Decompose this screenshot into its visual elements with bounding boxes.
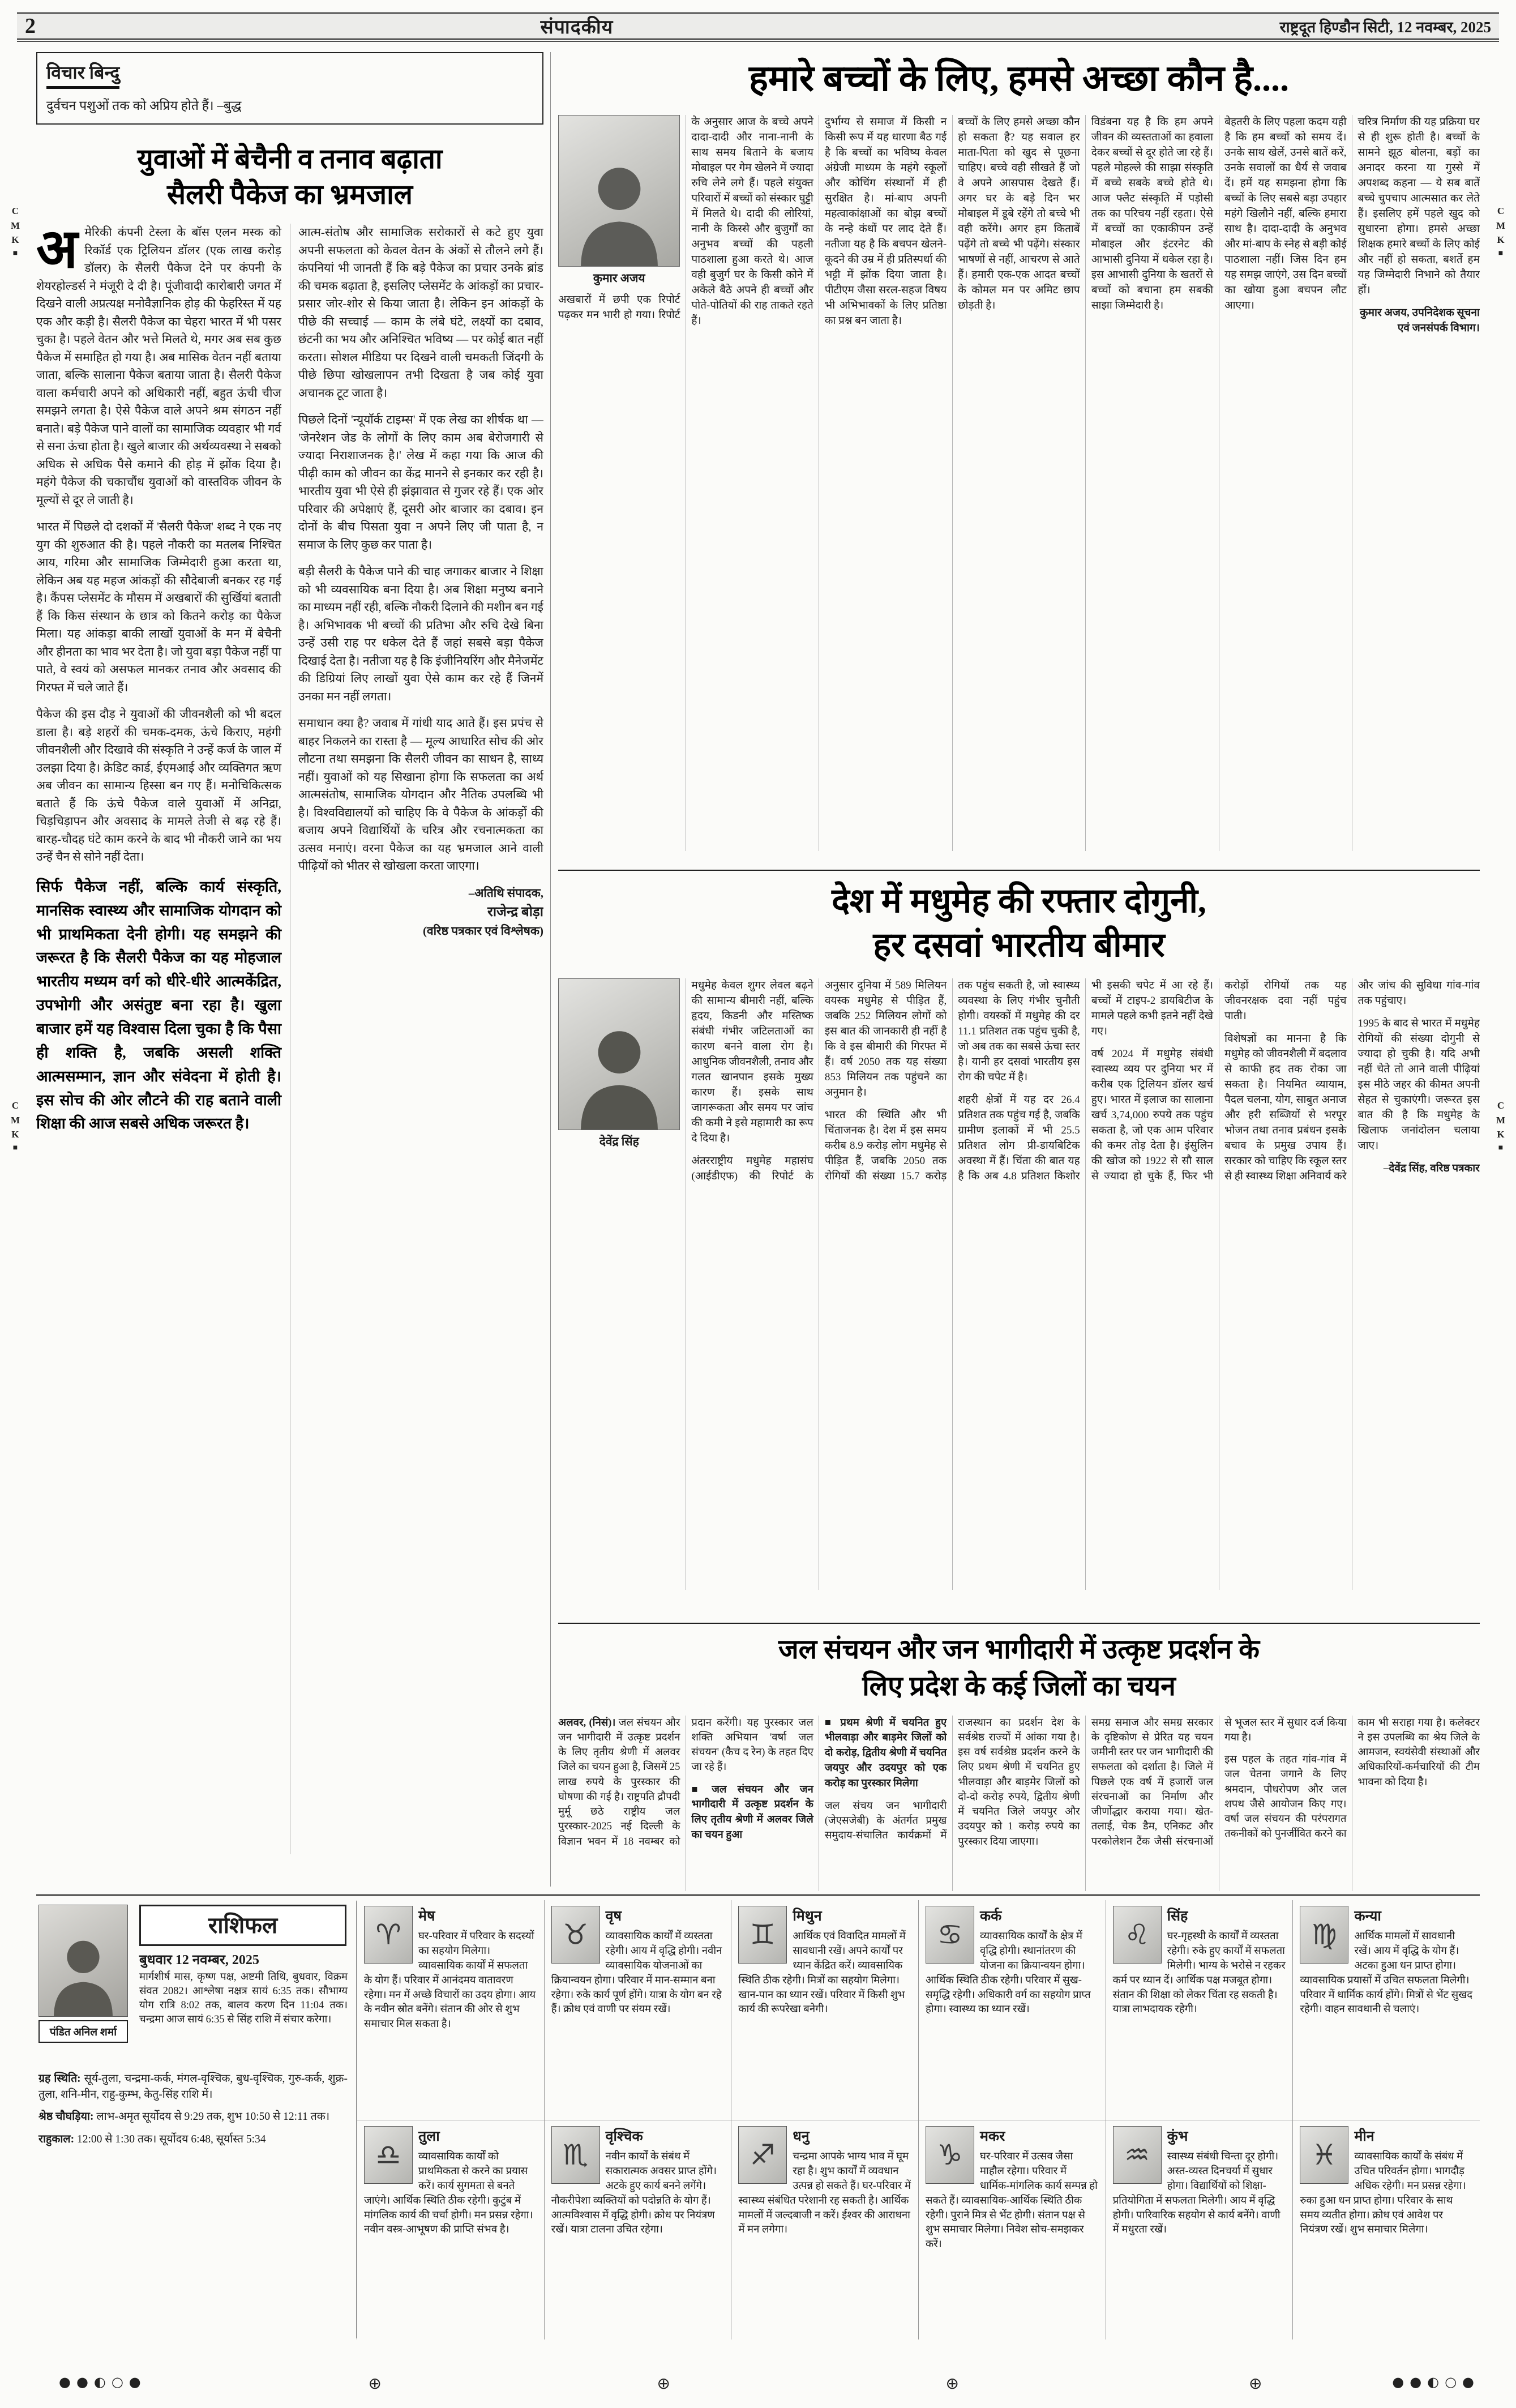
article-paragraph: आत्म-संतोष और सामाजिक सरोकारों से कटे हुए युवा अपनी सफलता को केवल वेतन के अंकों से तौलने लगे हैं। कंपनियां भी जानती हैं कि बड़े पैकेज का प्रचार उनके ब्रांड की चमक बढ़ाता है, इसलिए प्लेसमेंट के आंकड़ों का प्रचार-प्रसार जोर-शोर से किया जाता है। लेकिन इन आंकड़ों के पीछे की सच्चाई — काम के लंबे घंटे, लक्ष्यों का दबाव, छंटनी का भय और अनिश्चित भविष्य — पर कोई बात नहीं करता। सोशल मीडिया पर दिखने वाली चमकती जिंदगी के पीछे छिपा खोखलापन तभी दिखता है जब कोई युवा अचानक टूट जाता है।	[298, 225, 543, 400]
author-caption: देवेंद्र सिंह	[599, 1135, 639, 1148]
sign-name: मीन	[1354, 2129, 1374, 2144]
rashifal-title: राशिफल	[139, 1905, 346, 1946]
rashifal-sign-sinh	[1106, 1900, 1293, 2120]
panchang-text: मार्गशीर्ष मास, कृष्ण पक्ष, अष्टमी तिथि, बुधवार, विक्रम संवत 2082। आश्लेषा नक्षत्र सायं 6:35 तक। सौभाग्य योग रात्रि 8:02 तक, बालव करण दिन 11:04 तक। चन्द्रमा आज सायं 6:35 से सिंह राशि में संचार करेगा।	[139, 1971, 348, 2026]
meen-sign-image	[1300, 2126, 1348, 2184]
dateline: अलवर, (निसं)।	[558, 1717, 616, 1729]
registration-cross-icon: ⊕	[657, 2374, 670, 2393]
sign-prediction: घर-परिवार में उत्सव जैसा माहौल रहेगा। परिवार में धार्मिक-मांगलिक कार्य सम्पन्न हो सकते हैं। व्यावसायिक-आर्थिक स्थिति ठीक रहेगी। पुराने मित्र से भेंट होगी। संतान पक्ष से शुभ समाचार मिलेगा। निवेश सोच-समझकर करें।	[925, 2151, 1098, 2251]
print-mark-m: M	[1496, 220, 1506, 231]
rashifal-sign-vrishchik	[544, 2120, 731, 2339]
makar-sign-image	[926, 2126, 974, 2184]
article-paragraph: विडंबना यह है कि हम अपने जीवन की व्यस्तताओं का हवाला देकर बच्चों से दूर होते जा रहे हैं। पहले मोहल्ले की साझा संस्कृति में बच्चे सबके बच्चे होते थे। आज फ्लैट संस्कृति में पड़ोसी तक का परिचय नहीं रहता। ऐसे में बच्चों का एकाकीपन उन्हें मोबाइल और इंटरनेट की आभासी दुनिया में धकेल रहा है। इस आभासी दुनिया के खतरों से बच्चों को बचाना हम सबकी साझा जिम्मेदारी है।	[1091, 116, 1214, 311]
page-number: 2	[25, 14, 36, 38]
vrish-sign-image	[551, 1906, 600, 1964]
cancer-icon: ♋	[937, 1918, 963, 1951]
print-mark-square-icon: ■	[12, 249, 18, 258]
chaughadiya: श्रेष्ठ चौघड़िया: लाभ-अमृत सूर्योदय से 9:29 तक, शुभ 10:50 से 12:11 तक।	[38, 2111, 330, 2123]
print-mark-square-icon: ■	[12, 1143, 18, 1152]
highlight-bullet: ■ प्रथम श्रेणी में चयनित हुए भीलवाड़ा और बाड़मेर जिलों को दो करोड़, द्वितीय श्रेणी में चयनित जयपुर और उदयपुर को एक करोड़ का पुरस्कार मिलेगा	[824, 1717, 947, 1789]
water-article-headline	[558, 1632, 1480, 1705]
article-paragraph: मधुमेह केवल शुगर लेवल बढ़ने की सामान्य बीमारी नहीं, बल्कि हृदय, किडनी और मस्तिष्क संबंधी गंभीर जटिलताओं का कारण बनने वाला रोग है। आधुनिक जीवनशैली, तनाव और गलत खानपान इसके मुख्य कारण हैं। इसके साथ जागरूकता और समय पर जांच की कमी ने इसे महामारी का रूप दे दिया है।	[691, 980, 813, 1144]
pandit-photo	[38, 1905, 128, 2017]
bullet-square-icon: ■	[691, 1783, 706, 1795]
cmyk-print-mark	[1493, 1098, 1508, 1154]
tula-sign-image	[364, 2126, 413, 2184]
column-divider	[550, 52, 551, 1887]
drop-cap: अ	[36, 224, 78, 280]
rashifal-sign-kanya	[1292, 1900, 1480, 2120]
sign-prediction: चन्द्रमा आपके भाग्य भाव में घूम रहा है। शुभ कार्यों में व्यवधान उत्पन्न हो सकते हैं। घर-परिवार में स्वास्थ्य संबंधित परेशानी रह सकती है। आर्थिक मामलों में जल्दबाजी न करें। ईश्वर की आराधना में मन लगेगा।	[738, 2151, 911, 2236]
print-mark-m: M	[10, 1114, 20, 1126]
water-award-article	[558, 1632, 1480, 1879]
sign-name: मेष	[418, 1909, 435, 1924]
article-paragraph: दुर्भाग्य से समाज में किसी न किसी रूप में यह धारणा बैठ गई है कि बच्चों का भविष्य केवल अंग्रेजी माध्यम के महंगे स्कूलों और कोचिंग संस्थानों में ही सुरक्षित है। मां-बाप अपनी महत्वाकांक्षाओं का बोझ बच्चों के नन्हे कंधों पर लाद देते हैं। नतीजा यह है कि बचपन खेलने-कूदने की उम्र में ही प्रतिस्पर्धा की भट्टी में झोंक दिया जाता है। पीटीएम जैसा सरल-सहज विषय भी अभिभावकों के लिए प्रतिष्ठा का प्रश्न बन जाता है।	[824, 116, 947, 327]
print-mark-k: K	[1497, 1129, 1505, 1140]
sign-name: तुला	[418, 2129, 440, 2144]
rashifal-sign-kumbh	[1106, 2120, 1293, 2339]
sign-name: मिथुन	[793, 1909, 822, 1924]
headline-line-2: सैलरी पैकेज का भ्रमजाल	[167, 178, 413, 210]
taurus-icon: ♉	[563, 1918, 589, 1951]
sign-prediction: व्यावसायिक कार्यों के संबंध में उचित परिवर्तन होगा। भागदौड़ अधिक रहेगी। मन प्रसन्न रहेगा। रुका हुआ धन प्राप्त होगा। परिवार के साथ समय व्यतीत होगा। क्रोध एवं आवेश पर नियंत्रण रखें। शुभ समाचार मिलेगा।	[1300, 2151, 1466, 2236]
article-paragraph: शहरी क्षेत्रों में यह दर 26.4 प्रतिशत तक पहुंच गई है, जबकि ग्रामीण इलाकों में भी 25.5 प्रतिशत लोग प्री-डायबिटिक अवस्था में हैं। चिंता की बात यह है कि अब 4.8 प्रतिशत किशोर भी इसकी चपेट में आ रहे हैं। बच्चों में टाइप-2 डायबिटीज के मामले पहले कभी इतने नहीं देखे गए।	[958, 980, 1214, 1182]
rashifal-sign-mesh	[357, 1900, 544, 2120]
children-article	[558, 52, 1480, 863]
diabetes-article	[558, 879, 1480, 1610]
author-photo-figure	[558, 115, 680, 287]
diabetes-article-body	[558, 978, 1480, 1590]
article-paragraph: विशेषज्ञों का मानना है कि मधुमेह को जीवनशैली में बदलाव से काफी हद तक रोका जा सकता है। नियमित व्यायाम, पैदल चलना, योग, साबुत अनाज और हरी सब्जियों से भरपूर भोजन तथा तनाव प्रबंधन इसके बचाव के प्रमुख उपाय हैं। सरकार को चाहिए कि स्कूल स्तर से ही स्वास्थ्य शिक्षा अनिवार्य करे और जांच की सुविधा गांव-गांव तक पहुंचाए।	[1224, 980, 1480, 1182]
author-signature: –देवेंद्र सिंह, वरिष्ठ पत्रकार	[1383, 1162, 1480, 1174]
cmyk-print-mark	[1493, 204, 1508, 259]
headline-line-1: देश में मधुमेह की रफ्तार दोगुनी,	[832, 882, 1206, 919]
rashifal-sign-meen	[1292, 2120, 1480, 2339]
sign-name: मकर	[979, 2129, 1005, 2144]
rashifal-date: बुधवार 12 नवम्बर, 2025	[139, 1953, 259, 1968]
rashifal-sign-kark	[918, 1900, 1106, 2120]
kanya-sign-image	[1300, 1906, 1348, 1964]
author-photo-figure	[558, 978, 680, 1150]
headline-line-1: जल संचयन और जन भागीदारी में उत्कृष्ट प्रदर्शन के	[778, 1635, 1260, 1665]
print-mark-square-icon: ■	[1498, 1143, 1504, 1152]
sign-name: वृश्चिक	[605, 2129, 643, 2144]
sinh-sign-image	[1113, 1906, 1162, 1964]
water-article-body	[558, 1716, 1480, 1891]
cmyk-print-mark	[8, 1098, 23, 1154]
article-paragraph: इस पहल के तहत गांव-गांव में जल चेतना जगाने के लिए श्रमदान, पौधरोपण और जल शपथ जैसे आयोजन किए गए। वर्षा जल संचयन की परंपरागत तकनीकों को पुनर्जीवित करने का काम भी सराहा गया है। कलेक्टर ने इस उपलब्धि का श्रेय जिले के आमजन, स्वयंसेवी संस्थाओं और अधिकारियों-कर्मचारियों की टीम भावना को दिया है।	[1224, 1717, 1480, 1840]
sign-prediction: स्वास्थ्य संबंधी चिन्ता दूर होगी। अस्त-व्यस्त दिनचर्या में सुधार होगा। विद्यार्थियों को शिक्षा-प्रतियोगिता में सफलता मिलेगी। आय में वृद्धि होगी। पारिवारिक सहयोग से कार्य बनेंगे। वाणी में मधुरता रखें।	[1112, 2151, 1281, 2236]
pandit-caption: पंडित अनिल शर्मा	[38, 2020, 128, 2043]
dhanu-sign-image	[738, 2126, 787, 2184]
pisces-icon: ♓	[1311, 2138, 1337, 2171]
rashifal-sign-vrish	[544, 1900, 731, 2120]
registration-dots: ●●◐○●	[1392, 2374, 1480, 2390]
children-article-headline: हमारे बच्चों के लिए, हमसे अच्छा कौन है....	[748, 58, 1290, 99]
article-paragraph: अमेरिकी कंपनी टेस्ला के बॉस एलन मस्क को रिकॉर्ड एक ट्रिलियन डॉलर (एक लाख करोड़ डॉलर) के सैलरी पैकेज देने पर कंपनी के शेयरहोल्डर्स ने मंजूरी दे दी है। पूंजीवादी कारोबारी जगत में दिखने वाली अप्रत्यक्ष मनोवैज्ञानिक होड़ की फेहरिस्त में यह एक और कड़ी है। सैलरी पैकेज का चेहरा भारत में भी पसर चुका है। पहले वेतन और भत्ते मिलते थे, मगर अब सब कुछ पैकेज में समाहित हो गया है। अब मासिक वेतन नहीं बताया जाता, बल्कि सालाना पैकेज बताया जाता है। सैलरी पैकेज वाला कर्मचारी अपने को अधिकारी नहीं, बहुत ऊंची चीज समझने लगता है। ऐसे पैकेज वाले अपने श्रम संगठन नहीं बनाते। बड़े पैकेज पाने वालों का सामाजिक व्यवहार भी गर्व से सना ऊंचा होता है। खुले बाजार की अर्थव्यवस्था ने सबको अधिक से अधिक पैसे कमाने की होड़ में झोंक दिया है। महंगे पैकेज की चकाचौंध युवाओं को वास्तविक जीवन के मूल्यों से दूर ले जाती है।	[36, 224, 281, 507]
kark-sign-image	[926, 1906, 974, 1964]
sign-prediction: व्यावसायिक कार्यों को प्राथमिकता से करने का प्रयास करें। कार्य सुगमता से बनते जाएंगे। आर्थिक स्थिति ठीक रहेगी। कुटुंब में मांगलिक कार्य की चर्चा होगी। मन प्रसन्न रहेगा। नवीन वस्त्र-आभूषण की प्राप्ति संभव है।	[364, 2151, 533, 2236]
print-mark-k: K	[11, 234, 19, 245]
vichar-bindu-quote: दुर्वचन पशुओं तक को अप्रिय होते हैं। –बुद्ध	[46, 99, 242, 113]
sign-prediction: घर-परिवार में परिवार के सदस्यों का सहयोग मिलेगा। व्यावसायिक कार्यों में सफलता के योग हैं। परिवार में आनंदमय वातावरण रहेगा। मन में अच्छे विचारों का उदय होगा। आय के नवीन स्रोत बनेंगे। संतान की ओर से शुभ समाचार मिल सकता है।	[364, 1931, 536, 2030]
registration-cross-icon: ⊕	[945, 2374, 959, 2393]
editorial-column	[36, 52, 543, 1885]
diabetes-article-headline	[558, 879, 1480, 967]
rashifal-sign-tula	[357, 2120, 544, 2339]
print-mark-c: C	[1497, 206, 1505, 216]
section-divider	[558, 1623, 1480, 1624]
print-mark-k: K	[11, 1129, 19, 1140]
page-header	[17, 12, 1499, 40]
person-silhouette-icon	[571, 151, 667, 267]
article-paragraph: जल संचय जन भागीदारी (जेएसजेबी) के अंतर्गत प्रमुख समुदाय-संचालित कार्यक्रमों में राजस्थान का प्रदर्शन देश के सर्वश्रेष्ठ राज्यों में आंका गया है। इस वर्ष सर्वश्रेष्ठ प्रदर्शन करने के लिए प्रथम श्रेणी में चयनित हुए भीलवाड़ा और बाड़मेर जिलों को दो-दो करोड़ रुपये, द्वितीय श्रेणी में चयनित जिले जयपुर और उदयपुर को 1 करोड़ रुपये का पुरस्कार दिया जाएगा।	[824, 1717, 1080, 1847]
highlight-bullet: ■ जल संचयन और जन भागीदारी में उत्कृष्ट प्रदर्शन के लिए तृतीय श्रेणी में अलवर जिले का चयन हुआ	[691, 1783, 813, 1841]
sign-prediction: आर्थिक मामलों में सावधानी रखें। आय में वृद्धि के योग हैं। अटका हुआ धन प्राप्त होगा। व्यावसायिक प्रयासों में उचित सफलता मिलेगी। परिवार में धार्मिक कार्य होंगे। मित्रों से भेंट सुखद रहेगी। वाहन सावधानी से चलाएं।	[1300, 1931, 1473, 2016]
article-paragraph: पिछले दिनों 'न्यूयॉर्क टाइम्स' में एक लेख का शीर्षक था — 'जेनरेशन जेड के लोगों के लिए काम अब बेरोजगारी से ज्यादा निराशाजनक है।' लेख में कहा गया कि आज की पीढ़ी काम को जीवन का केंद्र मानने से इनकार कर रही है। भारतीय युवा भी ऐसे ही झंझावात से गुजर रहे हैं। एक ओर परिवार की अपेक्षाएं हैं, दूसरी ओर बाजार का दबाव। इन दोनों के बीच पिसता युवा न अपने लिए जी पाता है, न समाज के लिए कुछ कर पाता है।	[298, 413, 543, 551]
bullet-square-icon: ■	[824, 1717, 835, 1729]
author-photo	[558, 978, 680, 1130]
headline-line-1: युवाओं में बेचैनी व तनाव बढ़ाता	[137, 143, 443, 174]
vrishchik-sign-image	[551, 2126, 600, 2184]
article-paragraph: समग्र समाज और समग्र सरकार के दृष्टिकोण से प्रेरित यह चयन जमीनी स्तर पर जन भागीदारी की सफलता को दर्शाता है। जिले में पिछले एक वर्ष में हजारों जल संरचनाओं का निर्माण और जीर्णोद्धार कराया गया। खेत-तलाई, चेक डैम, एनिकट और परकोलेशन टैंक जैसी संरचनाओं से भूजल स्तर में सुधार दर्ज किया गया है।	[1091, 1717, 1347, 1847]
article-paragraph: भारत की स्थिति और भी चिंताजनक है। देश में इस समय करीब 8.9 करोड़ लोग मधुमेह से पीड़ित हैं, जबकि 2050 तक रोगियों की संख्या 15.7 करोड़ तक पहुंच सकती है, जो स्वास्थ्य व्यवस्था के लिए गंभीर चुनौती होगी। वयस्कों में मधुमेह की दर 11.1 प्रतिशत तक पहुंच चुकी है, जो अब तक का सबसे ऊंचा स्तर है। यानी हर दसवां भारतीय इस रोग की चपेट में है।	[824, 980, 1080, 1182]
sagittarius-icon: ♐	[750, 2138, 776, 2171]
print-mark-c: C	[11, 1100, 19, 1111]
rashifal-sign-mithun	[731, 1900, 918, 2120]
rashifal-section	[36, 1894, 1480, 2343]
gemini-icon: ♊	[750, 1918, 776, 1951]
pull-quote: सिर्फ पैकेज नहीं, बल्कि कार्य संस्कृति, मानसिक स्वास्थ्य और सामाजिक योगदान को भी प्राथमिकता देनी होगी। यह समझने की जरूरत है कि सैलरी पैकेज का यह मोहजाल भारतीय मध्यम वर्ग को धीरे-धीरे आत्मकेंद्रित, उपभोगी और असंतुष्ट बना रहा है। खुला बाजार हमें यह विश्वास दिला चुका है कि पैसा ही शक्ति है, जबकि असली शक्ति आत्मसम्मान, ज्ञान और संवेदना में होती है। इस सोच की ओर लौटने की राह बताने वाली शिक्षा की आज सबसे अधिक जरूरत है।	[36, 878, 281, 1132]
capricorn-icon: ♑	[937, 2138, 963, 2171]
sign-prediction: व्यावसायिक कार्यों के क्षेत्र में वृद्धि होगी। स्थानांतरण की योजना का क्रियान्वयन होगा। आर्थिक स्थिति ठीक रहेगी। परिवार में सुख-समृद्धि रहेगी। अधिकारी वर्ग का सहयोग प्राप्त होगा। स्वास्थ्य का ध्यान रखें।	[925, 1931, 1091, 2016]
article-paragraph: बड़ी सैलरी के पैकेज पाने की चाह जगाकर बाजार ने शिक्षा को भी व्यवसायिक बना दिया है। अब शिक्षा मनुष्य बनाने का माध्यम नहीं रही, बल्कि नौकरी दिलाने की मशीन बन गई है। अभिभावक भी बच्चों की प्रतिभा और रुचि देखे बिना उन्हें उसी राह पर धकेल देते हैं जहां सबसे बड़ा पैकेज दिखाई देता है। नतीजा यह है कि इंजीनियरिंग और मैनेजमेंट की डिग्रियां लिए लाखों युवा ऐसे काम कर रहे हैं जिनमें उनका मन नहीं लगता।	[298, 564, 543, 703]
salary-article-headline	[40, 142, 540, 212]
zodiac-grid	[357, 1900, 1480, 2339]
article-paragraph: चरित्र निर्माण की यह प्रक्रिया घर से ही शुरू होती है। बच्चों के सामने झूठ बोलना, बड़ों का अनादर करना या गुस्से में अपशब्द कहना — ये सब बातें बच्चे चुपचाप आत्मसात कर लेते हैं। इसलिए हमें पहले खुद को सुधारना होगा। हमसे अच्छा शिक्षक हमारे बच्चों के लिए कोई और नहीं हो सकता, बशर्ते हम यह जिम्मेदारी निभाने को तैयार हों।	[1357, 116, 1480, 296]
aquarius-icon: ♒	[1124, 2138, 1150, 2171]
kumbh-sign-image	[1113, 2126, 1162, 2184]
print-mark-c: C	[11, 206, 19, 216]
rashifal-info-block	[36, 1901, 357, 2338]
leo-icon: ♌	[1124, 1918, 1150, 1951]
article-paragraph: अखबारों में छपी एक रिपोर्ट पढ़कर मन भारी हो गया। रिपोर्ट के अनुसार आज के बच्चे अपने दादा-दादी और नाना-नानी के साथ समय बिताने के बजाय मोबाइल पर गेम खेलने में ज्यादा रुचि लेने लगे हैं। पहले संयुक्त परिवारों में बच्चों को संस्कार घुट्टी में मिलते थे। दादी की लोरियां, नानी के किस्से और बुजुर्गों का अनुभव बच्चों की पहली पाठशाला हुआ करते थे। आज वही बुजुर्ग घर के किसी कोने में अकेले बैठे अपने ही बच्चों और पोते-पोतियों की राह ताकते रहते हैं।	[558, 116, 813, 327]
mesh-sign-image	[364, 1906, 413, 1964]
sign-name: वृष	[605, 1909, 622, 1924]
virgo-icon: ♍	[1311, 1918, 1337, 1951]
headline-line-2: लिए प्रदेश के कई जिलों का चयन	[862, 1671, 1176, 1701]
cmyk-print-mark	[8, 204, 23, 259]
rashifal-sign-makar	[918, 2120, 1106, 2339]
mithun-sign-image	[738, 1906, 787, 1964]
author-signature: –अतिथि संपादक, राजेन्द्र बोड़ा (वरिष्ठ पत्रकार एवं विश्लेषक)	[422, 886, 543, 938]
article-paragraph: वर्ष 2024 में मधुमेह संबंधी स्वास्थ्य व्यय पर दुनिया भर में करीब एक ट्रिलियन डॉलर खर्च हुए। भारत में इलाज का सालाना खर्च 3,74,000 रुपये तक पहुंच सकता है, जो एक आम परिवार की कमर तोड़ देता है। इंसुलिन की खोज को 1922 से सौ साल से ज्यादा हो चुके हैं, फिर भी करोड़ों रोगियों तक यह जीवनरक्षक दवा नहीं पहुंच पाती।	[1091, 980, 1347, 1182]
sign-name: कन्या	[1354, 1909, 1381, 1924]
article-paragraph: पैकेज की इस दौड़ ने युवाओं की जीवनशैली को भी बदल डाला है। बड़े शहरों की चमक-दमक, ऊंचे किराए, महंगी जीवनशैली और दिखावे की संस्कृति ने उन्हें कर्ज के जाल में उलझा दिया है। क्रेडिट कार्ड, ईएमआई और व्यक्तिगत ऋण अब जीवन का सामान्य हिस्सा बन गए हैं। मनोचिकित्सक बताते हैं कि ऊंचे पैकेज वाले युवाओं में अनिद्रा, चिड़चिड़ापन और अवसाद के मामले तेजी से बढ़ रहे हैं। बारह-चौदह घंटे काम करने के बाद भी नौकरी जाने का भय उन्हें चैन से सोने नहीं देता।	[36, 707, 281, 864]
print-mark-square-icon: ■	[1498, 249, 1504, 258]
article-paragraph: समाधान क्या है? जवाब में गांधी याद आते हैं। इस प्रपंच से बाहर निकलने का रास्ता है — मूल्य आधारित सोच की ओर लौटना तथा समझना कि सैलरी जीवन का साधन है, साध्य नहीं। युवाओं को यह सिखाना होगा कि सफलता का अर्थ आत्मसंतोष, सामाजिक योगदान और नैतिक उपलब्धि भी है। विश्वविद्यालयों को चाहिए कि वे पैकेज के आंकड़ों की बजाय अपने विद्यार्थियों के चरित्र और रचनात्मकता का उत्सव मनाएं। वरना पैकेज का यह भ्रमजाल आने वाली पीढ़ियों को भीतर से खोखला करता जाएगा।	[298, 716, 543, 873]
author-signature: कुमार अजय, उपनिदेशक सूचना एवं जनसंपर्क विभाग।	[1360, 306, 1480, 334]
sign-prediction: आर्थिक एवं विवादित मामलों में सावधानी रखें। अपने कार्यों पर ध्यान केंद्रित करें। व्यावसायिक स्थिति ठीक रहेगी। मित्रों का सहयोग मिलेगा। खान-पान का ध्यान रखें। परिवार में किसी शुभ कार्य की रूपरेखा बनेगी।	[738, 1931, 906, 2016]
sign-prediction: घर-गृहस्थी के कार्यों में व्यस्तता रहेगी। रुके हुए कार्यों में सफलता मिलेगी। भाग्य के भरोसे न रहकर कर्म पर ध्यान दें। आर्थिक पक्ष मजबूत होगा। संतान की शिक्षा को लेकर चिंता रह सकती है। यात्रा लाभदायक रहेगी।	[1112, 1931, 1286, 2016]
person-silhouette-icon	[571, 1014, 667, 1130]
children-article-body	[558, 115, 1480, 851]
print-mark-m: M	[1496, 1114, 1506, 1126]
person-silhouette-icon	[46, 1928, 120, 2017]
article-paragraph: अलवर, (निसं)। जल संचयन और जन भागीदारी में उत्कृष्ट प्रदर्शन के लिए तृतीय श्रेणी में अलवर जिले का चयन हुआ है, जिसमें 25 लाख रुपये के पुरस्कार की घोषणा की गई है। राष्ट्रपति द्रौपदी मुर्मू छठे राष्ट्रीय जल पुरस्कार-2025 नई दिल्ली के विज्ञान भवन में 18 नवम्बर को प्रदान करेंगी। यह पुरस्कार जल शक्ति अभियान 'वर्षा जल संचयन' (कैच द रेन) के तहत दिए जा रहे हैं।	[558, 1717, 813, 1847]
vichar-bindu-title: विचार बिन्दु	[46, 60, 119, 89]
sign-name: सिंह	[1167, 1909, 1188, 1924]
rashifal-sign-dhanu	[731, 2120, 918, 2339]
footer-print-marks	[36, 2374, 1480, 2393]
vichar-bindu-box	[36, 52, 543, 125]
sign-name: धनु	[793, 2129, 810, 2144]
salary-article-body	[36, 224, 543, 1854]
author-photo	[558, 115, 680, 267]
section-title: संपादकीय	[540, 17, 614, 38]
rahukal: राहुकाल: 12:00 से 1:30 तक। सूर्योदय 6:48, सूर्यास्त 5:34	[38, 2133, 266, 2146]
registration-cross-icon: ⊕	[1249, 2374, 1262, 2393]
print-mark-k: K	[1497, 234, 1505, 245]
registration-dots: ●●◐○●	[59, 2374, 147, 2390]
article-paragraph: 1995 के बाद से भारत में मधुमेह रोगियों की संख्या दोगुनी से ज्यादा हो चुकी है। यदि अभी नहीं चेते तो आने वाली पीढ़ियां इस मीठे जहर की कीमत अपनी सेहत से चुकाएंगी। जरूरत इस बात की है कि मधुमेह के खिलाफ जनांदोलन चलाया जाए।	[1357, 1017, 1480, 1152]
registration-cross-icon: ⊕	[368, 2374, 382, 2393]
grah-sthiti: ग्रह स्थिति: सूर्य-तुला, चन्द्रमा-कर्क, मंगल-वृश्चिक, बुध-वृश्चिक, गुरु-कर्क, शुक्र-तुला, शनि-मीन, राहु-कुम्भ, केतु-सिंह राशि में।	[38, 2073, 348, 2101]
print-mark-m: M	[10, 220, 20, 231]
print-mark-c: C	[1497, 1100, 1505, 1111]
article-paragraph: बच्चों के लिए हमसे अच्छा कौन हो सकता है? यह सवाल हर माता-पिता को खुद से पूछना चाहिए। बच्चे वही सीखते हैं जो वे अपने आसपास देखते हैं। अगर घर के बड़े दिन भर मोबाइल में डूबे रहेंगे तो बच्चे भी वही करेंगे। अगर हम किताबें पढ़ेंगे तो बच्चे भी पढ़ेंगे। संस्कार भाषणों से नहीं, आचरण से आते हैं। हमारी एक-एक आदत बच्चों के कोमल मन पर अमिट छाप छोड़ती है।	[958, 116, 1080, 311]
panchang-details	[38, 2071, 348, 2154]
sign-name: कर्क	[979, 1909, 1002, 1924]
aries-icon: ♈	[375, 1918, 401, 1951]
author-caption: कुमार अजय	[593, 271, 645, 285]
sign-name: कुंभ	[1167, 2129, 1188, 2144]
edition-dateline: राष्ट्रदूत हिण्डौन सिटी, 12 नवम्बर, 2025	[1279, 18, 1491, 36]
article-paragraph: अंतरराष्ट्रीय मधुमेह महासंघ (आईडीएफ) की रिपोर्ट के अनुसार दुनिया में 589 मिलियन वयस्क मधुमेह से पीड़ित हैं, जबकि 252 मिलियन लोगों को इस बात की जानकारी ही नहीं है कि वे इस बीमारी की गिरफ्त में हैं। वर्ष 2050 तक यह संख्या 853 मिलियन तक पहुंचने का अनुमान है।	[691, 980, 947, 1182]
sign-prediction: व्यावसायिक कार्यों में व्यस्तता रहेगी। आय में वृद्धि होगी। नवीन व्यावसायिक योजनाओं का क्रियान्वयन होगा। परिवार में मान-सम्मान बना रहेगा। रुके कार्य पूर्ण होंगे। यात्रा के योग बन रहे हैं। क्रोध एवं वाणी पर संयम रखें।	[551, 1931, 722, 2016]
section-divider	[558, 870, 1480, 871]
sign-prediction: नवीन कार्यों के संबंध में सकारात्मक अवसर प्राप्त होंगे। अटके हुए कार्य बनने लगेंगे। नौकरीपेशा व्यक्तियों को पदोन्नति के योग हैं। आत्मविश्वास में वृद्धि होगी। क्रोध पर नियंत्रण रखें। यात्रा टालना उचित रहेगा।	[551, 2151, 717, 2236]
scorpio-icon: ♏	[563, 2138, 589, 2171]
article-paragraph: बेहतरी के लिए पहला कदम यही है कि हम बच्चों को समय दें। उनके साथ खेलें, उनसे बातें करें, उनके सवालों का धैर्य से जवाब दें। हमें यह समझना होगा कि बच्चों के लिए सबसे बड़ा उपहार महंगे खिलौने नहीं, बल्कि हमारा साथ है। दादा-दादी के अनुभव और मां-बाप के स्नेह से बड़ी कोई पाठशाला नहीं। जिस दिन हम यह समझ जाएंगे, उस दिन बच्चों का खोया हुआ बचपन लौट आएगा।	[1224, 116, 1347, 311]
article-paragraph: भारत में पिछले दो दशकों में 'सैलरी पैकेज' शब्द ने एक नए युग की शुरुआत की है। पहले नौकरी का मतलब निश्चित आय, गरिमा और सामाजिक जिम्मेदारी हुआ करता था, लेकिन अब यह महज आंकड़ों की सौदेबाजी बनकर रह गई है। कैंपस प्लेसमेंट के मौसम में अखबारों की सुर्खियां बताती हैं कि किस संस्थान के छात्र को कितने करोड़ का पैकेज मिला। यह आंकड़ा बाकी लाखों युवाओं के मन में बेचैनी और हीनता का भाव भर देता है। जो युवा बड़ा पैकेज नहीं पा पाते, वे स्वयं को असफल मानकर तनाव और अवसाद की गिरफ्त में चले जाते हैं।	[36, 520, 281, 694]
libra-icon: ♎	[375, 2138, 401, 2171]
headline-line-2: हर दसवां भारतीय बीमार	[873, 926, 1165, 964]
